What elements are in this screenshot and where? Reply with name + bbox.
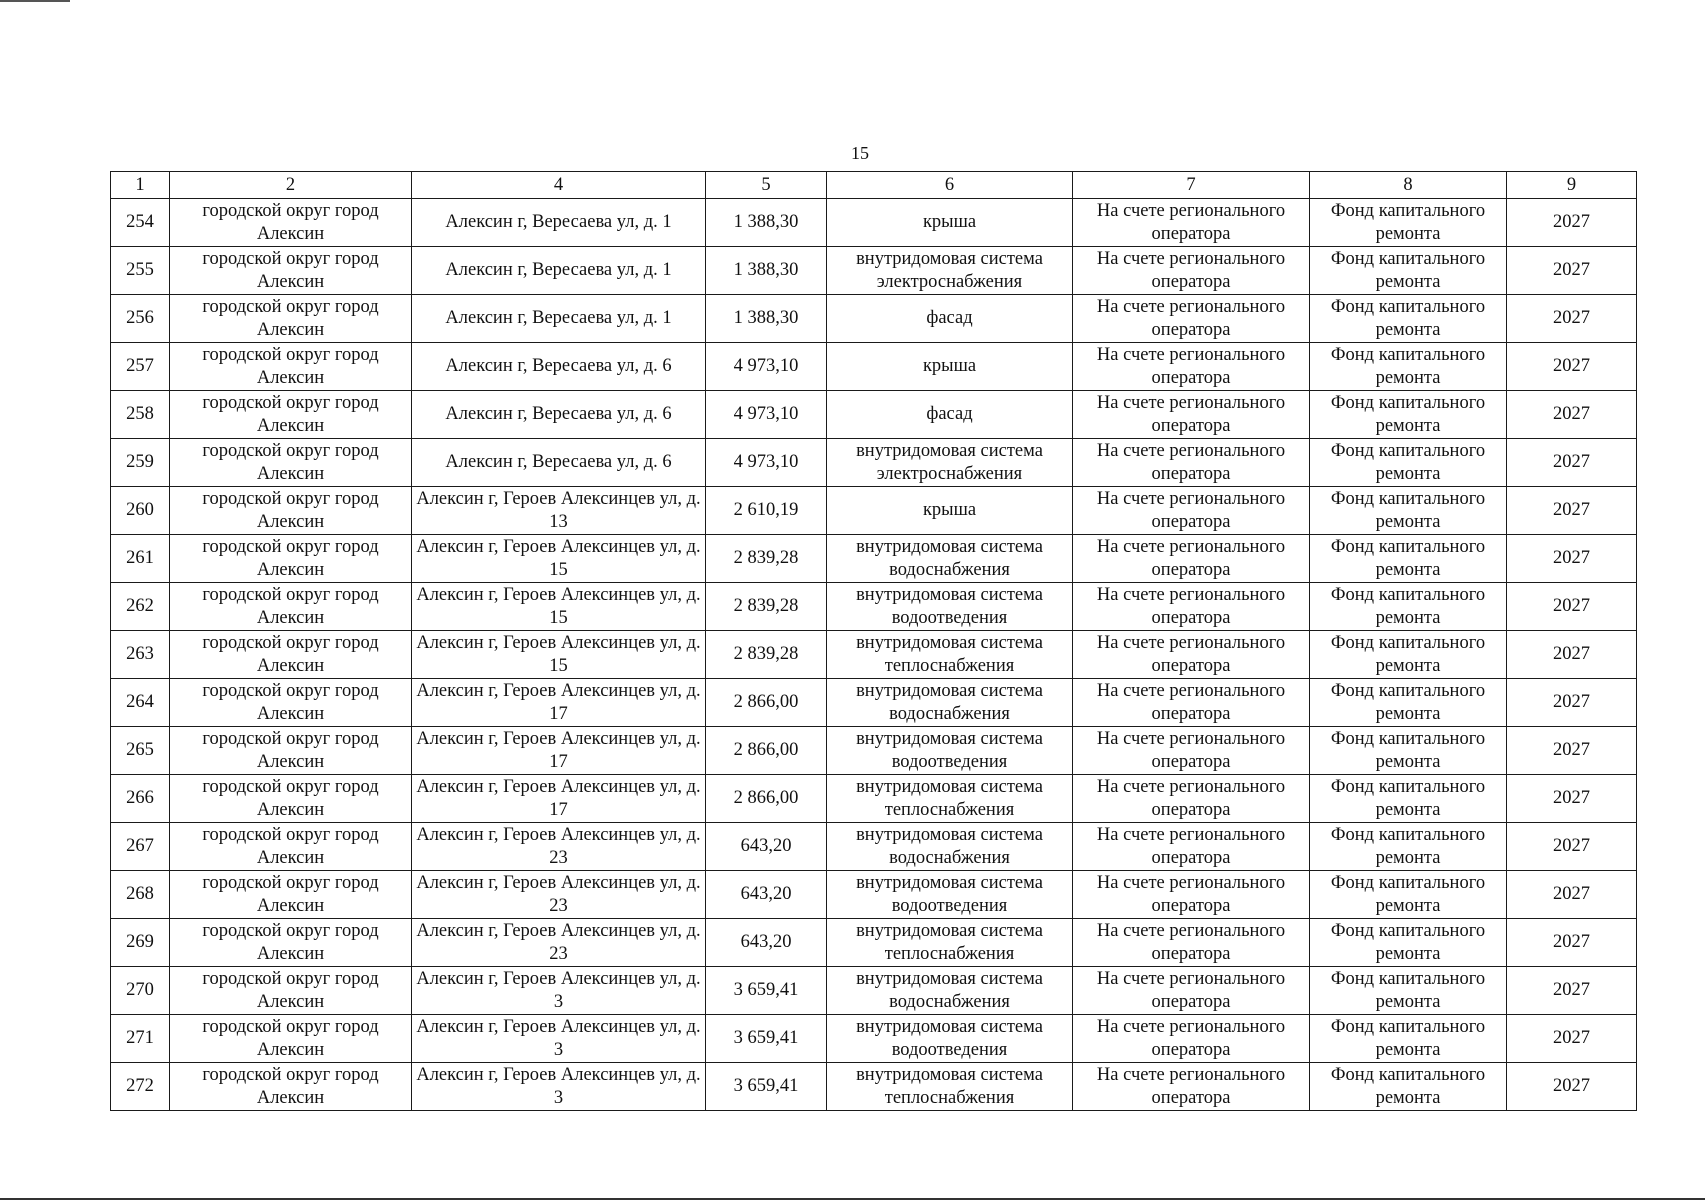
table-row	[111, 535, 1637, 583]
fund-account-cell: На счете регионального оператора	[1073, 871, 1310, 919]
page-number: 15	[851, 143, 869, 163]
column-header: 2	[170, 172, 412, 199]
fund-account-cell: На счете регионального оператора	[1073, 391, 1310, 439]
funding-source-cell: Фонд капитального ремонта	[1310, 823, 1507, 871]
repair-work-cell: внутридомовая система водоотведения	[827, 727, 1073, 775]
row-number-cell: 266	[111, 775, 170, 823]
address-cell: Алексин г, Героев Алексинцев ул, д. 3	[412, 1063, 706, 1111]
area-cell: 2 610,19	[706, 487, 827, 535]
repair-work-cell: внутридомовая система теплоснабжения	[827, 775, 1073, 823]
year-cell: 2027	[1507, 823, 1637, 871]
address-cell: Алексин г, Вересаева ул, д. 1	[412, 199, 706, 247]
address-cell: Алексин г, Героев Алексинцев ул, д. 13	[412, 487, 706, 535]
funding-source-cell: Фонд капитального ремонта	[1310, 871, 1507, 919]
area-cell: 3 659,41	[706, 1015, 827, 1063]
row-number-cell: 256	[111, 295, 170, 343]
funding-source-cell: Фонд капитального ремонта	[1310, 631, 1507, 679]
table-row	[111, 631, 1637, 679]
row-number-cell: 258	[111, 391, 170, 439]
fund-account-cell: На счете регионального оператора	[1073, 535, 1310, 583]
address-cell: Алексин г, Героев Алексинцев ул, д. 17	[412, 727, 706, 775]
municipality-cell: городской округ город Алексин	[170, 1063, 412, 1111]
address-cell: Алексин г, Героев Алексинцев ул, д. 15	[412, 535, 706, 583]
row-number-cell: 267	[111, 823, 170, 871]
row-number-cell: 265	[111, 727, 170, 775]
municipality-cell: городской округ город Алексин	[170, 343, 412, 391]
year-cell: 2027	[1507, 295, 1637, 343]
repair-work-cell: внутридомовая система теплоснабжения	[827, 919, 1073, 967]
area-cell: 1 388,30	[706, 295, 827, 343]
address-cell: Алексин г, Вересаева ул, д. 6	[412, 343, 706, 391]
funding-source-cell: Фонд капитального ремонта	[1310, 247, 1507, 295]
capital-repair-table	[110, 171, 1637, 1111]
repair-work-cell: внутридомовая система теплоснабжения	[827, 1063, 1073, 1111]
address-cell: Алексин г, Вересаева ул, д. 1	[412, 247, 706, 295]
municipality-cell: городской округ город Алексин	[170, 679, 412, 727]
municipality-cell: городской округ город Алексин	[170, 247, 412, 295]
fund-account-cell: На счете регионального оператора	[1073, 343, 1310, 391]
table-row	[111, 1063, 1637, 1111]
repair-work-cell: внутридомовая система электроснабжения	[827, 439, 1073, 487]
area-cell: 4 973,10	[706, 439, 827, 487]
municipality-cell: городской округ город Алексин	[170, 919, 412, 967]
column-header: 5	[706, 172, 827, 199]
municipality-cell: городской округ город Алексин	[170, 1015, 412, 1063]
funding-source-cell: Фонд капитального ремонта	[1310, 199, 1507, 247]
fund-account-cell: На счете регионального оператора	[1073, 775, 1310, 823]
table-row	[111, 871, 1637, 919]
address-cell: Алексин г, Героев Алексинцев ул, д. 17	[412, 679, 706, 727]
row-number-cell: 269	[111, 919, 170, 967]
row-number-cell: 262	[111, 583, 170, 631]
year-cell: 2027	[1507, 583, 1637, 631]
table-row	[111, 727, 1637, 775]
table-row	[111, 823, 1637, 871]
funding-source-cell: Фонд капитального ремонта	[1310, 295, 1507, 343]
row-number-cell: 271	[111, 1015, 170, 1063]
repair-work-cell: внутридомовая система теплоснабжения	[827, 631, 1073, 679]
year-cell: 2027	[1507, 487, 1637, 535]
repair-work-cell: внутридомовая система водоснабжения	[827, 967, 1073, 1015]
repair-work-cell: внутридомовая система водоотведения	[827, 583, 1073, 631]
area-cell: 2 839,28	[706, 535, 827, 583]
table-row	[111, 247, 1637, 295]
funding-source-cell: Фонд капитального ремонта	[1310, 535, 1507, 583]
row-number-cell: 257	[111, 343, 170, 391]
table-body	[111, 172, 1637, 1111]
area-cell: 2 866,00	[706, 727, 827, 775]
funding-source-cell: Фонд капитального ремонта	[1310, 439, 1507, 487]
area-cell: 643,20	[706, 871, 827, 919]
row-number-cell: 254	[111, 199, 170, 247]
address-cell: Алексин г, Вересаева ул, д. 1	[412, 295, 706, 343]
fund-account-cell: На счете регионального оператора	[1073, 727, 1310, 775]
municipality-cell: городской округ город Алексин	[170, 631, 412, 679]
row-number-cell: 268	[111, 871, 170, 919]
year-cell: 2027	[1507, 871, 1637, 919]
address-cell: Алексин г, Героев Алексинцев ул, д. 3	[412, 967, 706, 1015]
area-cell: 2 839,28	[706, 631, 827, 679]
year-cell: 2027	[1507, 343, 1637, 391]
repair-work-cell: крыша	[827, 199, 1073, 247]
fund-account-cell: На счете регионального оператора	[1073, 967, 1310, 1015]
funding-source-cell: Фонд капитального ремонта	[1310, 967, 1507, 1015]
municipality-cell: городской округ город Алексин	[170, 487, 412, 535]
row-number-cell: 264	[111, 679, 170, 727]
fund-account-cell: На счете регионального оператора	[1073, 247, 1310, 295]
funding-source-cell: Фонд капитального ремонта	[1310, 343, 1507, 391]
area-cell: 1 388,30	[706, 247, 827, 295]
area-cell: 2 866,00	[706, 679, 827, 727]
address-cell: Алексин г, Героев Алексинцев ул, д. 23	[412, 919, 706, 967]
address-cell: Алексин г, Вересаева ул, д. 6	[412, 391, 706, 439]
area-cell: 4 973,10	[706, 391, 827, 439]
fund-account-cell: На счете регионального оператора	[1073, 1063, 1310, 1111]
area-cell: 3 659,41	[706, 1063, 827, 1111]
repair-work-cell: крыша	[827, 487, 1073, 535]
funding-source-cell: Фонд капитального ремонта	[1310, 1063, 1507, 1111]
table-row	[111, 919, 1637, 967]
table-row	[111, 679, 1637, 727]
column-header: 4	[412, 172, 706, 199]
funding-source-cell: Фонд капитального ремонта	[1310, 487, 1507, 535]
column-number-row	[111, 172, 1637, 199]
year-cell: 2027	[1507, 535, 1637, 583]
fund-account-cell: На счете регионального оператора	[1073, 199, 1310, 247]
fund-account-cell: На счете регионального оператора	[1073, 919, 1310, 967]
table-row	[111, 487, 1637, 535]
year-cell: 2027	[1507, 919, 1637, 967]
address-cell: Алексин г, Героев Алексинцев ул, д. 15	[412, 631, 706, 679]
column-header: 9	[1507, 172, 1637, 199]
column-header: 1	[111, 172, 170, 199]
row-number-cell: 272	[111, 1063, 170, 1111]
table-row	[111, 583, 1637, 631]
table-row	[111, 391, 1637, 439]
row-number-cell: 263	[111, 631, 170, 679]
municipality-cell: городской округ город Алексин	[170, 439, 412, 487]
area-cell: 643,20	[706, 823, 827, 871]
address-cell: Алексин г, Героев Алексинцев ул, д. 23	[412, 823, 706, 871]
table-row	[111, 775, 1637, 823]
row-number-cell: 255	[111, 247, 170, 295]
column-header: 8	[1310, 172, 1507, 199]
address-cell: Алексин г, Героев Алексинцев ул, д. 3	[412, 1015, 706, 1063]
funding-source-cell: Фонд капитального ремонта	[1310, 1015, 1507, 1063]
funding-source-cell: Фонд капитального ремонта	[1310, 727, 1507, 775]
municipality-cell: городской округ город Алексин	[170, 823, 412, 871]
fund-account-cell: На счете регионального оператора	[1073, 823, 1310, 871]
fund-account-cell: На счете регионального оператора	[1073, 679, 1310, 727]
repair-work-cell: крыша	[827, 343, 1073, 391]
area-cell: 1 388,30	[706, 199, 827, 247]
year-cell: 2027	[1507, 391, 1637, 439]
fund-account-cell: На счете регионального оператора	[1073, 487, 1310, 535]
repair-work-cell: внутридомовая система электроснабжения	[827, 247, 1073, 295]
row-number-cell: 270	[111, 967, 170, 1015]
table-row	[111, 1015, 1637, 1063]
year-cell: 2027	[1507, 439, 1637, 487]
funding-source-cell: Фонд капитального ремонта	[1310, 679, 1507, 727]
fund-account-cell: На счете регионального оператора	[1073, 439, 1310, 487]
municipality-cell: городской округ город Алексин	[170, 967, 412, 1015]
funding-source-cell: Фонд капитального ремонта	[1310, 391, 1507, 439]
funding-source-cell: Фонд капитального ремонта	[1310, 919, 1507, 967]
municipality-cell: городской округ город Алексин	[170, 871, 412, 919]
table-row	[111, 343, 1637, 391]
area-cell: 2 839,28	[706, 583, 827, 631]
row-number-cell: 260	[111, 487, 170, 535]
repair-work-cell: фасад	[827, 295, 1073, 343]
year-cell: 2027	[1507, 679, 1637, 727]
year-cell: 2027	[1507, 727, 1637, 775]
funding-source-cell: Фонд капитального ремонта	[1310, 583, 1507, 631]
repair-work-cell: внутридомовая система водоснабжения	[827, 679, 1073, 727]
year-cell: 2027	[1507, 631, 1637, 679]
table-row	[111, 967, 1637, 1015]
scan-edge-mark	[0, 0, 70, 2]
address-cell: Алексин г, Героев Алексинцев ул, д. 15	[412, 583, 706, 631]
municipality-cell: городской округ город Алексин	[170, 199, 412, 247]
row-number-cell: 259	[111, 439, 170, 487]
repair-work-cell: внутридомовая система водоотведения	[827, 1015, 1073, 1063]
table-row	[111, 439, 1637, 487]
repair-work-cell: внутридомовая система водоотведения	[827, 871, 1073, 919]
year-cell: 2027	[1507, 247, 1637, 295]
fund-account-cell: На счете регионального оператора	[1073, 631, 1310, 679]
address-cell: Алексин г, Героев Алексинцев ул, д. 17	[412, 775, 706, 823]
column-header: 7	[1073, 172, 1310, 199]
address-cell: Алексин г, Героев Алексинцев ул, д. 23	[412, 871, 706, 919]
area-cell: 4 973,10	[706, 343, 827, 391]
municipality-cell: городской округ город Алексин	[170, 535, 412, 583]
municipality-cell: городской округ город Алексин	[170, 775, 412, 823]
fund-account-cell: На счете регионального оператора	[1073, 583, 1310, 631]
municipality-cell: городской округ город Алексин	[170, 295, 412, 343]
year-cell: 2027	[1507, 199, 1637, 247]
year-cell: 2027	[1507, 967, 1637, 1015]
table-row	[111, 295, 1637, 343]
area-cell: 643,20	[706, 919, 827, 967]
funding-source-cell: Фонд капитального ремонта	[1310, 775, 1507, 823]
fund-account-cell: На счете регионального оператора	[1073, 295, 1310, 343]
fund-account-cell: На счете регионального оператора	[1073, 1015, 1310, 1063]
repair-work-cell: фасад	[827, 391, 1073, 439]
municipality-cell: городской округ город Алексин	[170, 727, 412, 775]
repair-work-cell: внутридомовая система водоснабжения	[827, 535, 1073, 583]
row-number-cell: 261	[111, 535, 170, 583]
municipality-cell: городской округ город Алексин	[170, 391, 412, 439]
year-cell: 2027	[1507, 1063, 1637, 1111]
address-cell: Алексин г, Вересаева ул, д. 6	[412, 439, 706, 487]
year-cell: 2027	[1507, 775, 1637, 823]
municipality-cell: городской округ город Алексин	[170, 583, 412, 631]
table-row	[111, 199, 1637, 247]
year-cell: 2027	[1507, 1015, 1637, 1063]
area-cell: 2 866,00	[706, 775, 827, 823]
area-cell: 3 659,41	[706, 967, 827, 1015]
repair-work-cell: внутридомовая система водоснабжения	[827, 823, 1073, 871]
column-header: 6	[827, 172, 1073, 199]
